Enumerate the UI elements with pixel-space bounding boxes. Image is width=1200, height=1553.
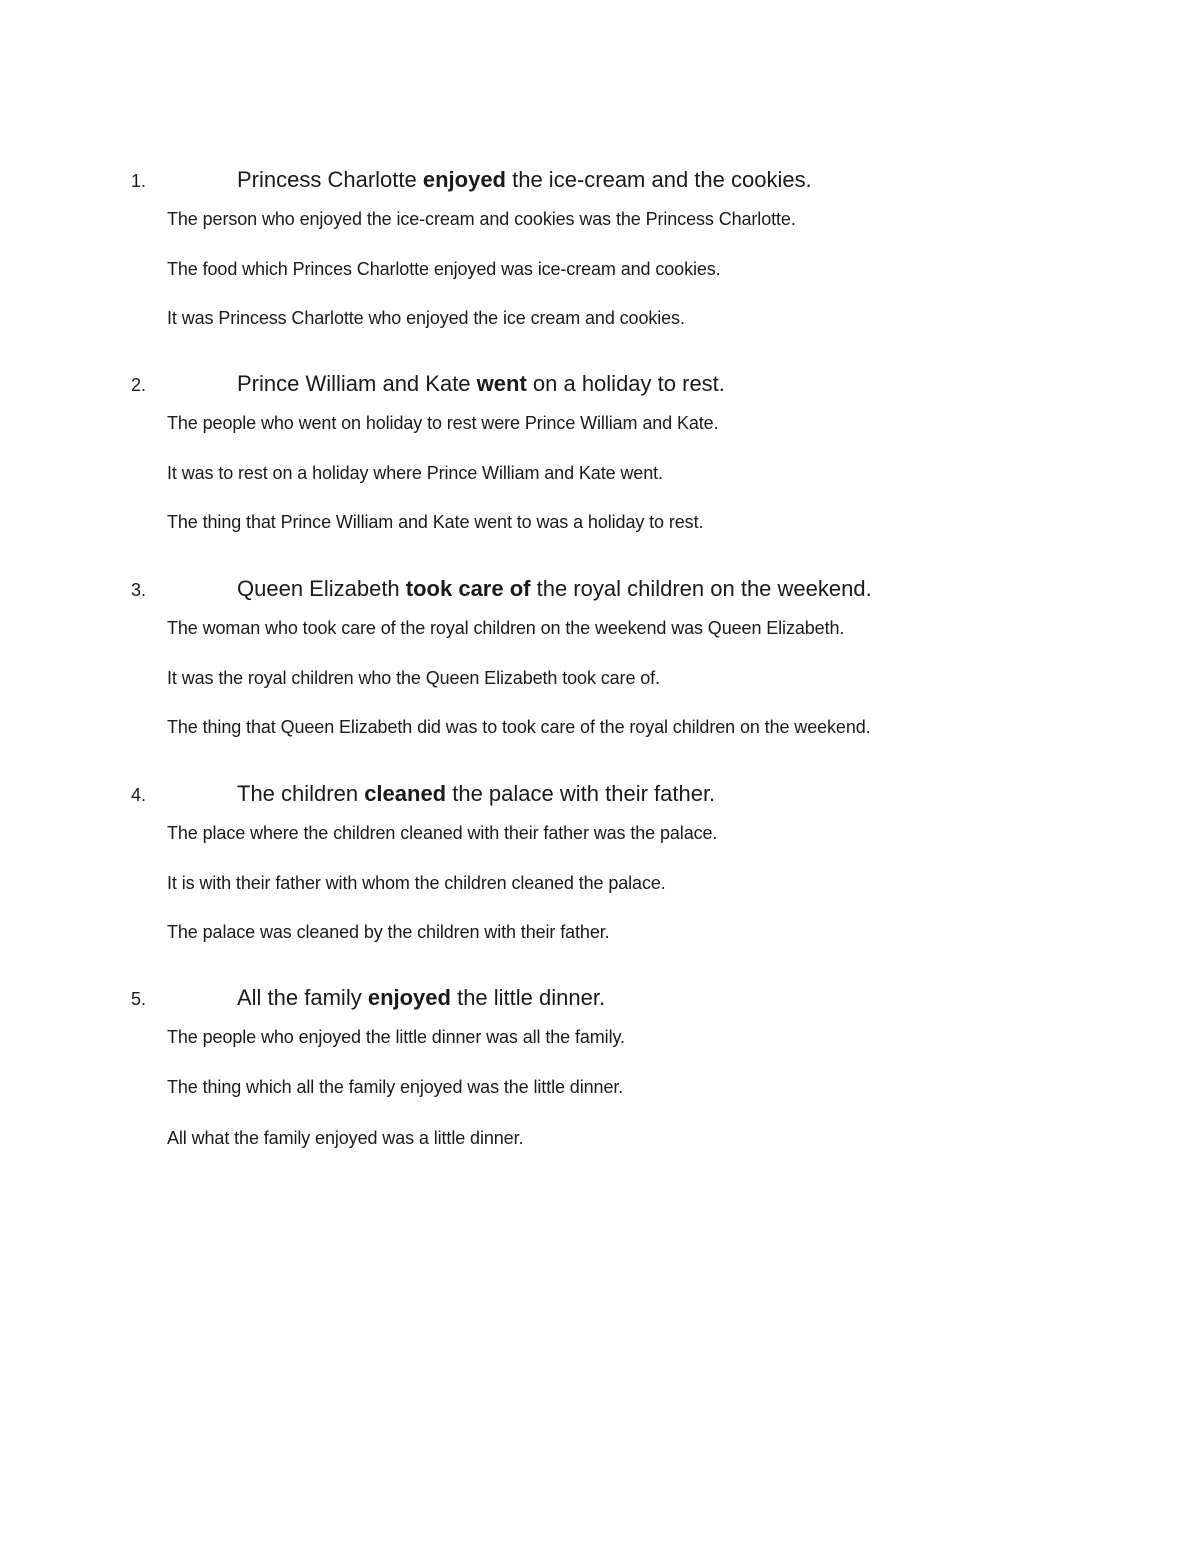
rewrite-sentence: The food which Princes Charlotte enjoyed was ice-cream and cookies. (167, 259, 721, 279)
item-heading (0, 166, 1200, 196)
highlighted-verb: took care of (405, 576, 531, 601)
item-sentence: Prince William and Kate went on a holiday to rest. (237, 371, 725, 396)
rewrite-sentence: The people who enjoyed the little dinner was all the family. (167, 1027, 625, 1047)
rewrite-sentence: The people who went on holiday to rest were Prince William and Kate. (167, 413, 719, 433)
item-sentence: Queen Elizabeth took care of the royal children on the weekend. (237, 576, 872, 601)
item-number: 3. (131, 580, 147, 600)
rewrite-sentence: The person who enjoyed the ice-cream and cookies was the Princess Charlotte. (167, 209, 796, 229)
item-heading (0, 984, 1200, 1014)
highlighted-verb: enjoyed (422, 167, 506, 192)
item-number: 5. (131, 989, 147, 1009)
highlighted-verb: enjoyed (367, 985, 451, 1010)
rewrite-sentence: It was Princess Charlotte who enjoyed the ice cream and cookies. (167, 308, 685, 328)
rewrite-sentence: The woman who took care of the royal children on the weekend was Queen Elizabeth. (167, 618, 845, 638)
rewrite-sentence: The thing that Prince William and Kate went to was a holiday to rest. (167, 512, 704, 532)
rewrite-sentence: The thing that Queen Elizabeth did was to took care of the royal children on the weekend. (167, 717, 871, 737)
item-heading (0, 780, 1200, 810)
item-heading (0, 575, 1200, 605)
item-sentence: The children cleaned the palace with their father. (237, 781, 716, 806)
item-number: 4. (131, 785, 147, 805)
item-heading (0, 370, 1200, 400)
item-sentence: All the family enjoyed the little dinner. (237, 985, 606, 1010)
item-number: 2. (131, 375, 147, 395)
rewrite-sentence: The place where the children cleaned with their father was the palace. (167, 823, 718, 843)
rewrite-sentence: It was the royal children who the Queen Elizabeth took care of. (167, 668, 660, 688)
item-number: 1. (131, 171, 147, 191)
rewrite-sentence: The palace was cleaned by the children with their father. (167, 922, 610, 942)
rewrite-sentence: It is with their father with whom the children cleaned the palace. (167, 873, 666, 893)
rewrite-sentence: The thing which all the family enjoyed was the little dinner. (167, 1077, 624, 1097)
rewrite-sentence: It was to rest on a holiday where Prince William and Kate went. (167, 463, 663, 483)
item-sentence: Princess Charlotte enjoyed the ice-cream and the cookies. (237, 167, 812, 192)
highlighted-verb: went (476, 371, 527, 396)
highlighted-verb: cleaned (364, 781, 447, 806)
rewrite-sentence: All what the family enjoyed was a little dinner. (167, 1128, 524, 1148)
